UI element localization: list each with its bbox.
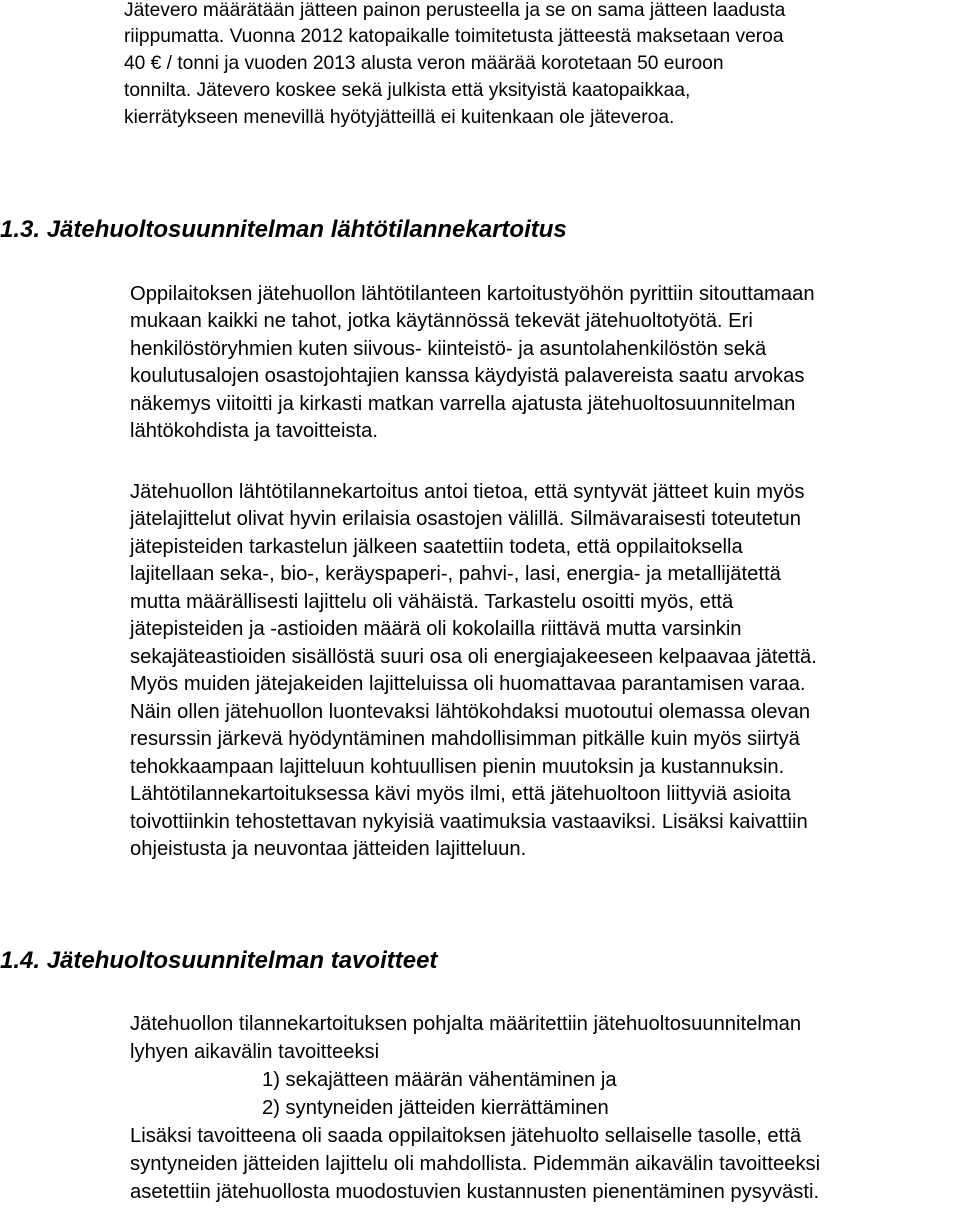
text-line: sekajäteastioiden sisällöstä suuri osa oli energiajakeeseen kelpaavaa jätettä.	[130, 646, 817, 668]
text-line: ohjeistusta ja neuvontaa jätteiden lajitteluun.	[130, 838, 527, 860]
text-line: riippumatta. Vuonna 2012 katopaikalle toimitetusta jätteestä maksetaan veroa	[124, 26, 784, 47]
text-line: Lähtötilannekartoituksessa kävi myös ilmi, että jätehuoltoon liittyviä asioita	[130, 783, 791, 805]
text-line: lyhyen aikavälin tavoitteeksi	[130, 1041, 380, 1063]
text-line: mukaan kaikki ne tahot, jotka käytännössä tekevät jätehuoltotyötä. Eri	[130, 310, 753, 332]
text-line: 40 € / tonni ja vuoden 2013 alusta veron määrää korotetaan 50 euroon	[124, 53, 724, 74]
text-line: lähtökohdista ja tavoitteista.	[130, 420, 379, 442]
text-line: Oppilaitoksen jätehuollon lähtötilanteen kartoitustyöhön pyrittiin sitouttamaan	[130, 283, 815, 305]
text-line: kierrätykseen menevillä hyötyjätteillä ei kuitenkaan ole jäteveroa.	[124, 107, 675, 128]
text-line: Näin ollen jätehuollon luontevaksi lähtökohdaksi muotoutui olemassa olevan	[130, 701, 811, 723]
text-line: jätelajittelut olivat hyvin erilaisia osastojen välillä. Silmävaraisesti toteutetun	[130, 508, 802, 530]
text-line: Jätehuollon lähtötilannekartoitus antoi tietoa, että syntyvät jätteet kuin myös	[130, 481, 805, 503]
text-line: jätepisteiden ja -astioiden määrä oli kokolailla riittävä mutta varsinkin	[130, 618, 742, 640]
text-line: mutta määrällisesti lajittelu oli vähäistä. Tarkastelu osoitti myös, että	[130, 591, 734, 613]
text-line: toivottiinkin tehostettavan nykyisiä vaatimuksia vastaaviksi. Lisäksi kaivattiin	[130, 811, 808, 833]
text-line: näkemys viitoitti ja kirkasti matkan varrella ajatusta jätehuoltosuunnitelman	[130, 393, 796, 415]
text-line: resurssin järkevä hyödyntäminen mahdollisimman pitkälle kuin myös siirtyä	[130, 728, 800, 750]
text-line: Jätevero määrätään jätteen painon perusteella ja se on sama jätteen laadusta	[124, 0, 786, 21]
text-line: tonnilta. Jätevero koskee sekä julkista että yksityistä kaatopaikkaa,	[124, 80, 691, 101]
text-line: henkilöstöryhmien kuten siivous- kiinteistö- ja asuntolahenkilöstön sekä	[130, 338, 767, 360]
text-line: koulutusalojen osastojohtajien kanssa käydyistä palavereista saatu arvokas	[130, 365, 805, 387]
section-heading-1-3: 1.3. Jätehuoltosuunnitelman lähtötilannekartoitus	[0, 216, 567, 243]
text-line: syntyneiden jätteiden lajittelu oli mahdollista. Pidemmän aikavälin tavoitteeksi	[130, 1153, 821, 1175]
text-line: tehokkaampaan lajitteluun kohtuullisen pienin muutoksin ja kustannuksin.	[130, 756, 785, 778]
text-line: lajitellaan seka-, bio-, keräyspaperi-, pahvi-, lasi, energia- ja metallijätettä	[130, 563, 781, 585]
list-item: 2) syntyneiden jätteiden kierrättäminen	[262, 1097, 609, 1119]
list-item: 1) sekajätteen määrän vähentäminen ja	[262, 1069, 617, 1091]
text-line: Jätehuollon tilannekartoituksen pohjalta määritettiin jätehuoltosuunnitelman	[130, 1013, 802, 1035]
section-heading-1-4: 1.4. Jätehuoltosuunnitelman tavoitteet	[0, 947, 438, 974]
text-line: Lisäksi tavoitteena oli saada oppilaitoksen jätehuolto sellaiselle tasolle, että	[130, 1125, 802, 1147]
text-line: asetettiin jätehuollosta muodostuvien kustannusten pienentäminen pysyvästi.	[130, 1181, 820, 1203]
text-line: jätepisteiden tarkastelun jälkeen saatettiin todeta, että oppilaitoksella	[130, 536, 743, 558]
text-line: Myös muiden jätejakeiden lajitteluissa oli huomattavaa parantamisen varaa.	[130, 673, 806, 695]
